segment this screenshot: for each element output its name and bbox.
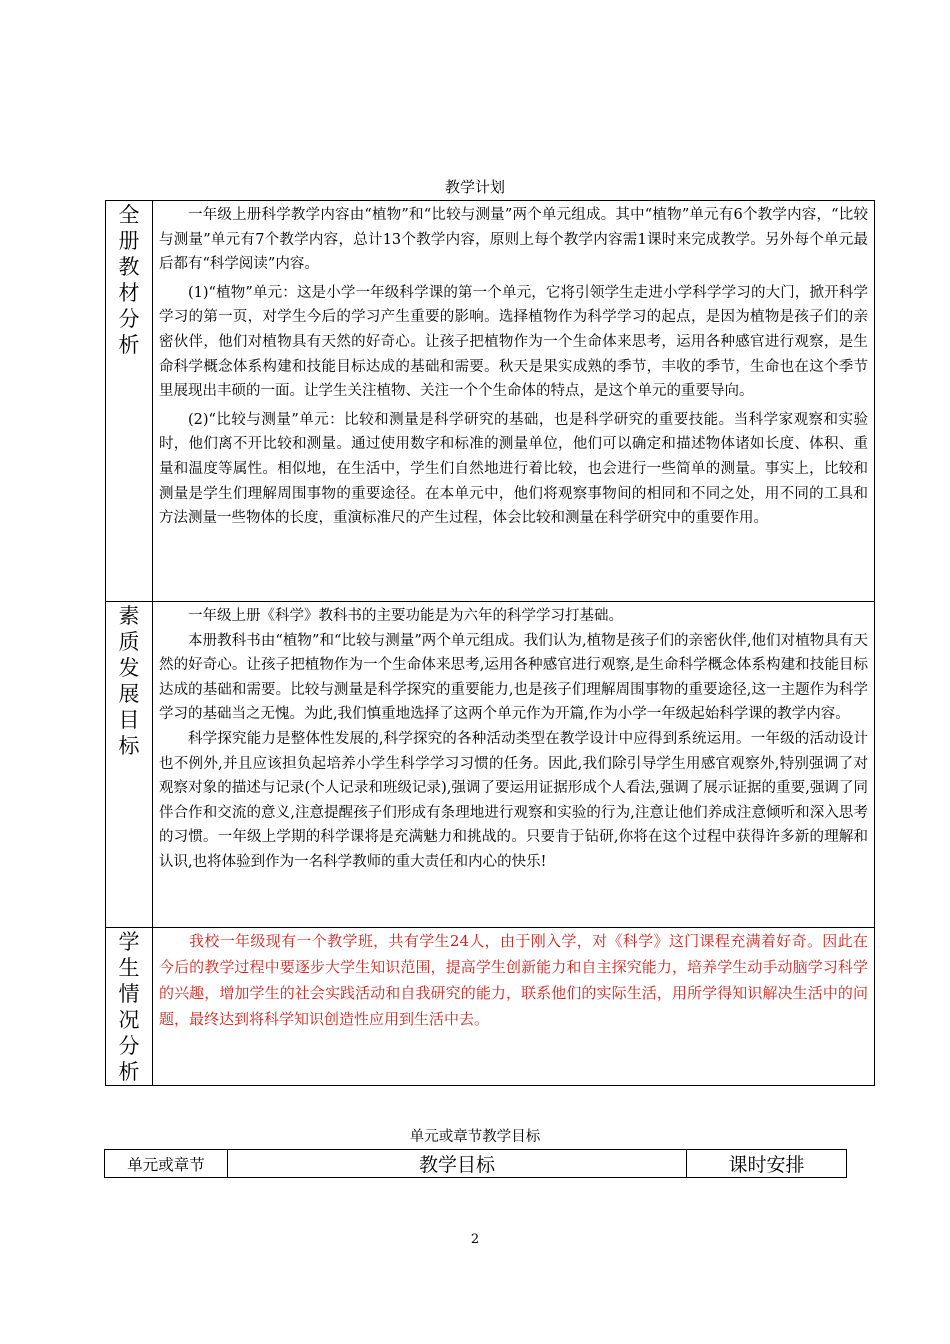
label-char: 学 — [118, 930, 140, 954]
paragraph: 本册教科书由“植物”和“比较与测量”两个单元组成。我们认为,植物是孩子们的亲密伙伴,他们对植物具有天然的好奇心。让孩子把植物作为一个生命体来思考,运用各种感官进行观察,是生命科学概念体系构建和技能目标达成的基础和需要。比较与测量是科学探究的重要能力,也是孩子们理解周围事物的重要途径,这一主题作为科学学习的基础当之无愧。为此,我们慎重地选择了这两个单元作为开篇,作为小学一年级起始科学课的教学内容。 — [159, 632, 868, 723]
label-char: 目 — [118, 708, 140, 732]
header-hours: 课时安排 — [687, 1150, 847, 1178]
row-label-textbook-analysis — [106, 201, 153, 602]
label-char: 分 — [118, 307, 140, 331]
quality-goals-content — [153, 602, 875, 928]
paragraph: 科学探究能力是整体性发展的,科学探究的各种活动类型在教学设计中应得到系统运用。一年级的活动设计也不例外,并且应该担负起培养小学生科学学习习惯的任务。因此,我们除引导学生用感官观察外,特别强调了对观察对象的描述与记录(个人记录和班级记录),强调了要运用证据形成个人看法,强调了展示证据的重要,强调了同伴合作和交流的意义,注意提醒孩子们形成有条理地进行观察和实验的行为,注意让他们养成注意倾听和深入思考的习惯。一年级上学期的科学课将是充满魅力和挑战的。只要肯于钻研,你将在这个过程中获得许多新的理解和认识,也将体验到作为一名科学教师的重大责任和内心的快乐! — [159, 730, 868, 870]
student-analysis-content — [153, 928, 875, 1086]
paragraph: (2)“比较与测量”单元：比较和测量是科学研究的基础，也是科学研究的重要技能。当科学家观察和实验时，他们离不开比较和测量。通过使用数字和标准的测量单位，他们可以确定和描述物体诸如长度、体积、重量和温度等属性。相似地，在生活中，学生们自然地进行着比较，也会进行一些简单的测量。事实上，比较和测量是学生们理解周围事物的重要途径。在本单元中，他们将观察事物间的相同和不同之处，用不同的工具和方法测量一些物体的长度，重演标准尺的产生过程，体会比较和测量在科学研究中的重要作用。 — [159, 411, 868, 527]
teaching-plan-table — [105, 200, 875, 1086]
table-row — [106, 201, 875, 602]
header-goals: 教学目标 — [228, 1150, 687, 1178]
row-label-quality-goals — [106, 602, 153, 928]
label-char: 全 — [118, 203, 140, 227]
paragraph: (1)“植物”单元：这是小学一年级科学课的第一个单元，它将引领学生走进小学科学学习的大门，掀开科学学习的第一页，对学生今后的学习产生重要的影响。选择植物作为科学学习的起点，是因为植物是孩子们的亲密伙伴，他们对植物具有天然的好奇心。让孩子把植物作为一个生命体来思考，运用各种感官进行观察，是生命科学概念体系构建和技能目标达成的基础和需要。秋天是果实成熟的季节，丰收的季节，生命也在这个季节里展现出丰硕的一面。让学生关注植物、关注一个个生命体的特点，是这个单元的重要导向。 — [159, 284, 868, 400]
page-number: 2 — [470, 1232, 480, 1247]
unit-goals-table — [104, 1149, 847, 1178]
header-unit: 单元或章节 — [105, 1150, 228, 1178]
label-char: 材 — [118, 281, 140, 305]
table-row — [106, 928, 875, 1086]
label-char: 发 — [118, 656, 140, 680]
row-label-student-analysis — [106, 928, 153, 1086]
label-char: 生 — [118, 956, 140, 980]
label-char: 析 — [118, 1060, 140, 1084]
page-title: 教学计划 — [444, 178, 505, 196]
label-char: 标 — [118, 734, 140, 758]
paragraph: 一年级上册科学教学内容由“植物”和“比较与测量”两个单元组成。其中“植物”单元有6个教学内容，“比较与测量”单元有7个教学内容，总计13个教学内容，原则上每个教学内容需1课时来完成教学。另外每个单元最后都有“科学阅读”内容。 — [159, 207, 868, 273]
label-char: 册 — [118, 229, 140, 253]
label-char: 教 — [118, 255, 140, 279]
label-char: 分 — [118, 1034, 140, 1058]
label-char: 情 — [118, 982, 140, 1006]
label-char: 素 — [118, 604, 140, 628]
textbook-analysis-content — [153, 201, 875, 602]
label-char: 质 — [118, 630, 140, 654]
label-char: 况 — [118, 1008, 140, 1032]
paragraph: 我校一年级现有一个教学班，共有学生24人，由于刚入学，对《科学》这门课程充满着好奇。因此在今后的教学过程中要逐步大学生知识范围，提高学生创新能力和自主探究能力，培养学生动手动脑学习科学的兴趣，增加学生的社会实践活动和自我研究的能力，联系他们的实际生活，用所学得知识解决生活中的问题，最终达到将科学知识创造性应用到生活中去。 — [159, 932, 868, 1028]
label-char: 析 — [118, 333, 140, 357]
label-char: 展 — [118, 682, 140, 706]
table-row — [106, 602, 875, 928]
paragraph: 一年级上册《科学》教科书的主要功能是为六年的科学学习打基础。 — [188, 608, 623, 624]
table-header-row — [105, 1150, 847, 1178]
section-title: 单元或章节教学目标 — [409, 1129, 541, 1145]
